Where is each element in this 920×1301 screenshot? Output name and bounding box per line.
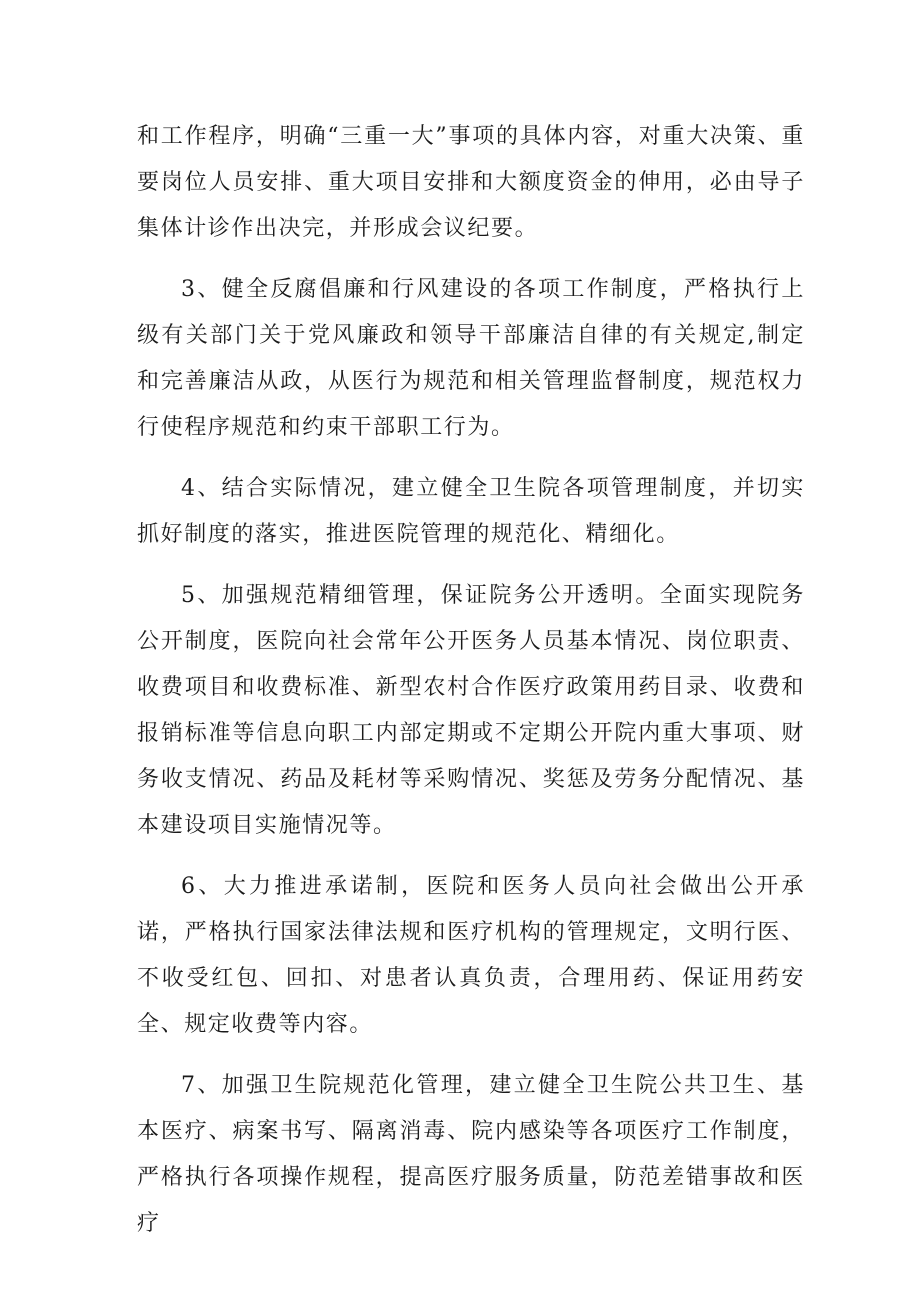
paragraph-item-3: 3、健全反腐倡廉和行风建设的各项工作制度，严格执行上级有关部门关于党风廉政和领导干部廉洁自律的有关规定,制定和完善廉洁从政，从医行为规范和相关管理监督制度，规范权力行使程序规范和约束干部职工行为。 bbox=[137, 277, 805, 440]
paragraph-item-6: 6、大力推进承诺制，医院和医务人员向社会做出公开承诺，严格执行国家法律法规和医疗机构的管理规定，文明行医、不收受红包、回扣、对患者认真负责，合理用药、保证用药安全、规定收费等内容。 bbox=[137, 874, 805, 1037]
document-body bbox=[137, 114, 805, 1247]
paragraph-item-4: 4、结合实际情况，建立健全卫生院各项管理制度，并切实抓好制度的落实，推进医院管理的规范化、精细化。 bbox=[137, 476, 805, 547]
paragraph-continued: 和工作程序，明确“三重一大”事项的具体内容，对重大决策、重要岗位人员安排、重大项目安排和大额度资金的伸用，必由导子集体计诊作出决完，并形成会议纪要。 bbox=[137, 124, 805, 241]
paragraph-item-7: 7、加强卫生院规范化管理，建立健全卫生院公共卫生、基本医疗、病案书写、隔离消毒、院内感染等各项医疗工作制度，严格执行各项操作规程，提高医疗服务质量，防范差错事故和医疗 bbox=[137, 1073, 805, 1236]
paragraph-item-5: 5、加强规范精细管理，保证院务公开透明。全面实现院务公开制度，医院向社会常年公开医务人员基本情况、岗位职责、收费项目和收费标准、新型农村合作医疗政策用药目录、收费和报销标准等信息向职工内部定期或不定期公开院内重大事项、财务收支情况、药品及耗材等采购情况、奖惩及劳务分配情况、基本建设项目实施情况等。 bbox=[137, 583, 805, 838]
